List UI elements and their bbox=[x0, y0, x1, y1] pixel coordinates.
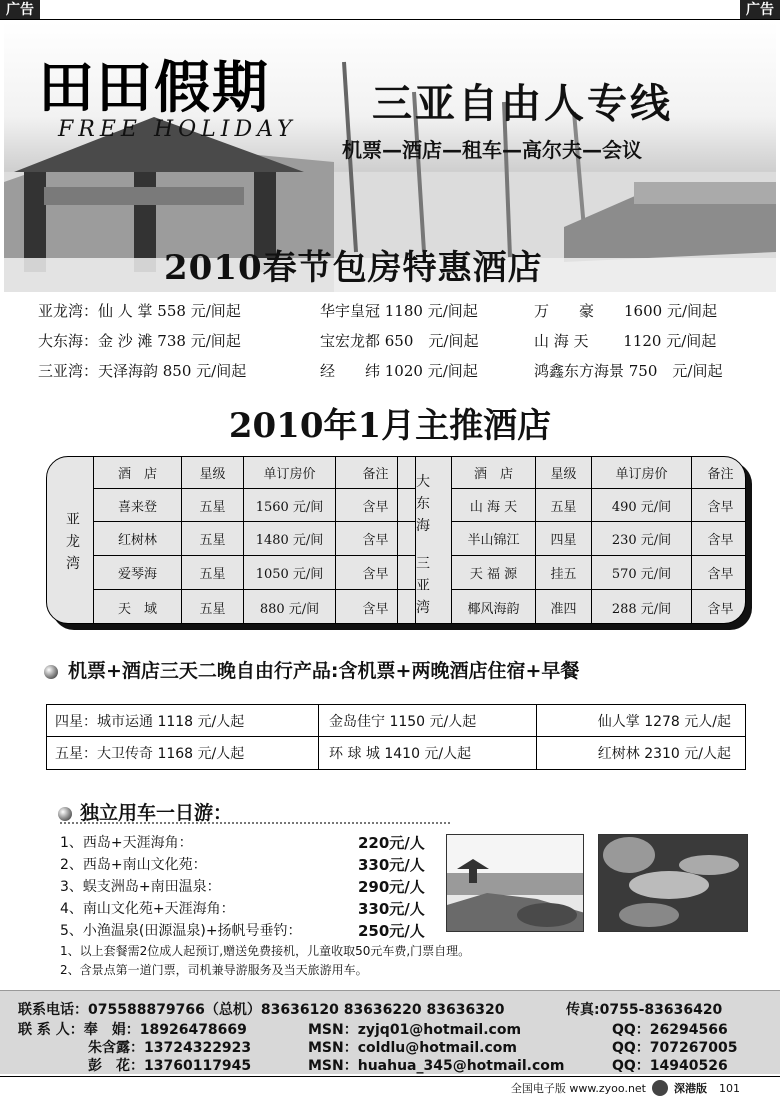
package-heading-text: 机票+酒店三天二晚自由行产品:含机票+两晚酒店住宿+早餐 bbox=[68, 660, 580, 682]
seaside-pavilion-photo bbox=[446, 834, 584, 932]
hero-subtitle: 机票—酒店—租车—高尔夫—会议 bbox=[342, 138, 642, 162]
spring-offer-row bbox=[38, 356, 758, 386]
note-line: 1、以上套餐需2位成人起预订,赠送免费接机，儿童收取50元车费,门票自理。 bbox=[60, 944, 471, 958]
hotel-stars: 准四 bbox=[536, 590, 592, 624]
package-item: 仙人掌 1278 元人/起 bbox=[597, 713, 731, 730]
brand-logo-english: FREE HOLIDAY bbox=[58, 117, 297, 142]
route-name: 2、西岛+南山文化苑： bbox=[60, 857, 207, 873]
route-name: 3、蜈支洲岛+南田温泉： bbox=[60, 879, 221, 895]
hotel-table-left bbox=[93, 457, 416, 624]
contact-fax: 传真:0755-83636420 bbox=[566, 1002, 723, 1018]
ad-label-right: 广告 bbox=[740, 0, 780, 20]
hotel-price: 1560 元/间 bbox=[244, 489, 336, 522]
note-line: 2、含景点第一道门票，司机兼导游服务及当天旅游用车。 bbox=[60, 963, 368, 977]
hotel-price: 570 元/间 bbox=[592, 556, 692, 590]
route-price: 220元/人 bbox=[358, 834, 425, 852]
spring-offer-item: 鸿鑫东方海景 750 元/间起 bbox=[534, 362, 723, 380]
hotel-stars: 五星 bbox=[182, 489, 244, 522]
january-hotels-heading: 2010年1月主推酒店 bbox=[228, 406, 552, 446]
hotel-name: 山 海 天 bbox=[452, 489, 536, 522]
column-header: 酒 店 bbox=[452, 457, 536, 489]
hotel-stars: 四星 bbox=[536, 522, 592, 556]
package-item: 环 球 城 1410 元/人起 bbox=[319, 737, 537, 769]
hotel-price: 880 元/间 bbox=[244, 590, 336, 624]
hotel-note: 含早 bbox=[692, 489, 746, 522]
package-item: 四星：城市运通 1118 元/人起 bbox=[47, 705, 319, 736]
top-rule bbox=[0, 19, 780, 20]
hotel-name: 天 福 源 bbox=[452, 556, 536, 590]
spring-offer-item: 大东海：金 沙 滩 738 元/间起 bbox=[38, 332, 241, 350]
bullet-icon bbox=[44, 665, 58, 679]
contact-person: 联 系 人：奉 娟：18926478669 bbox=[18, 1022, 247, 1038]
route-name: 1、西岛+天涯海角： bbox=[60, 835, 193, 851]
hotel-name: 喜来登 bbox=[94, 489, 182, 522]
column-header: 酒 店 bbox=[94, 457, 182, 489]
hotel-stars: 五星 bbox=[536, 489, 592, 522]
route-name: 5、小渔温泉(田源温泉)+扬帆号垂钓： bbox=[60, 923, 302, 939]
ad-label-left: 广告 bbox=[0, 0, 40, 20]
route-price: 330元/人 bbox=[358, 900, 425, 918]
spring-offer-item: 亚龙湾：仙 人 掌 558 元/间起 bbox=[38, 302, 241, 320]
contact-person: 朱含露：13724322923 bbox=[88, 1040, 252, 1056]
footer-edition: 深港版 bbox=[674, 1082, 707, 1095]
hotel-note: 含早 bbox=[336, 522, 416, 556]
list-item bbox=[60, 920, 450, 942]
region-label-dadonghai: 大 东 海 bbox=[416, 474, 430, 534]
car-tour-notes bbox=[60, 942, 470, 980]
route-name: 4、南山文化苑+天涯海角： bbox=[60, 901, 235, 917]
spring-offer-item: 华宇皇冠 1180 元/间起 bbox=[320, 302, 478, 320]
hotel-price: 1050 元/间 bbox=[244, 556, 336, 590]
hotel-stars: 五星 bbox=[182, 522, 244, 556]
spring-offer-item: 万 豪 1600 元/间起 bbox=[534, 302, 717, 320]
spring-offer-list bbox=[38, 296, 758, 386]
column-header: 星级 bbox=[182, 457, 244, 489]
contact-msn: MSN：coldlu@hotmail.com bbox=[308, 1040, 517, 1056]
car-tour-route-list bbox=[60, 832, 450, 942]
contact-person: 彭 花：13760117945 bbox=[88, 1058, 252, 1074]
hotel-stars: 五星 bbox=[182, 556, 244, 590]
column-header: 单订房价 bbox=[244, 457, 336, 489]
hotel-table bbox=[46, 456, 746, 624]
page-number: 101 bbox=[719, 1081, 740, 1095]
list-item bbox=[60, 876, 450, 898]
column-header: 备注 bbox=[336, 457, 416, 489]
contact-phone: 联系电话：075588879766（总机）83636120 83636220 83636320 bbox=[18, 1002, 505, 1018]
hotel-name: 红树林 bbox=[94, 522, 182, 556]
page-footer bbox=[511, 1080, 740, 1096]
package-row bbox=[47, 705, 745, 737]
hotel-name: 天 域 bbox=[94, 590, 182, 624]
hotel-name: 椰风海韵 bbox=[452, 590, 536, 624]
hotel-table-right bbox=[451, 457, 746, 624]
hotel-price: 1480 元/间 bbox=[244, 522, 336, 556]
contact-qq: QQ：14940526 bbox=[612, 1058, 728, 1074]
hotel-note: 含早 bbox=[692, 522, 746, 556]
hotel-note: 含早 bbox=[336, 556, 416, 590]
bullet-icon bbox=[58, 807, 72, 821]
hotel-note: 含早 bbox=[336, 590, 416, 624]
contact-qq: QQ：707267005 bbox=[612, 1040, 738, 1056]
footer-site: 全国电子版 www.zyoo.net bbox=[510, 1082, 646, 1095]
list-item bbox=[60, 854, 450, 876]
region-label-yalong-bay: 亚 龙 湾 bbox=[66, 512, 80, 572]
spring-offer-row bbox=[38, 326, 758, 356]
column-header: 备注 bbox=[692, 457, 746, 489]
hotel-name: 半山锦江 bbox=[452, 522, 536, 556]
hotel-name: 爱琴海 bbox=[94, 556, 182, 590]
hotel-stars: 挂五 bbox=[536, 556, 592, 590]
hotel-note: 含早 bbox=[692, 556, 746, 590]
contact-msn: MSN：zyjq01@hotmail.com bbox=[308, 1022, 522, 1038]
list-item bbox=[60, 898, 450, 920]
package-heading bbox=[44, 656, 579, 683]
route-price: 330元/人 bbox=[358, 856, 425, 874]
spring-offer-item: 三亚湾：天泽海韵 850 元/间起 bbox=[38, 362, 247, 380]
fish-spa-photo bbox=[598, 834, 748, 932]
package-item: 金岛佳宁 1150 元/人起 bbox=[319, 705, 537, 736]
hotel-price: 490 元/间 bbox=[592, 489, 692, 522]
spring-offer-item: 山 海 天 1120 元/间起 bbox=[534, 332, 717, 350]
spring-offer-heading: 2010春节包房特惠酒店 bbox=[164, 248, 543, 288]
hotel-note: 含早 bbox=[692, 590, 746, 624]
route-price: 250元/人 bbox=[358, 922, 425, 940]
car-tour-heading-text: 独立用车一日游： bbox=[80, 802, 233, 824]
contact-qq: QQ：26294566 bbox=[612, 1022, 728, 1038]
spring-offer-item: 宝宏龙都 650 元/间起 bbox=[320, 332, 479, 350]
spring-offer-item: 经 纬 1020 元/间起 bbox=[320, 362, 478, 380]
publisher-logo-icon bbox=[652, 1080, 668, 1096]
car-tour-heading bbox=[58, 798, 232, 825]
brand-logo: 田田假期 bbox=[38, 55, 270, 121]
column-header: 单订房价 bbox=[592, 457, 692, 489]
hotel-note: 含早 bbox=[336, 489, 416, 522]
spring-offer-row bbox=[38, 296, 758, 326]
contact-panel bbox=[0, 990, 780, 1074]
hotel-price: 230 元/间 bbox=[592, 522, 692, 556]
hotel-stars: 五星 bbox=[182, 590, 244, 624]
bottom-rule bbox=[0, 1076, 780, 1077]
package-row bbox=[47, 737, 745, 769]
list-item bbox=[60, 832, 450, 854]
route-price: 290元/人 bbox=[358, 878, 425, 896]
contact-msn: MSN：huahua_345@hotmail.com bbox=[308, 1058, 565, 1074]
hero-title: 三亚自由人专线 bbox=[372, 81, 673, 127]
table-divider bbox=[397, 457, 398, 623]
hero-banner bbox=[4, 22, 776, 292]
package-item: 红树林 2310 元/人起 bbox=[597, 746, 731, 762]
package-table bbox=[46, 704, 746, 770]
column-header: 星级 bbox=[536, 457, 592, 489]
package-item: 五星：大卫传奇 1168 元/人起 bbox=[47, 737, 319, 769]
dotted-divider bbox=[60, 822, 450, 824]
hotel-price: 288 元/间 bbox=[592, 590, 692, 624]
region-label-sanya-bay: 三 亚 湾 bbox=[416, 556, 430, 616]
